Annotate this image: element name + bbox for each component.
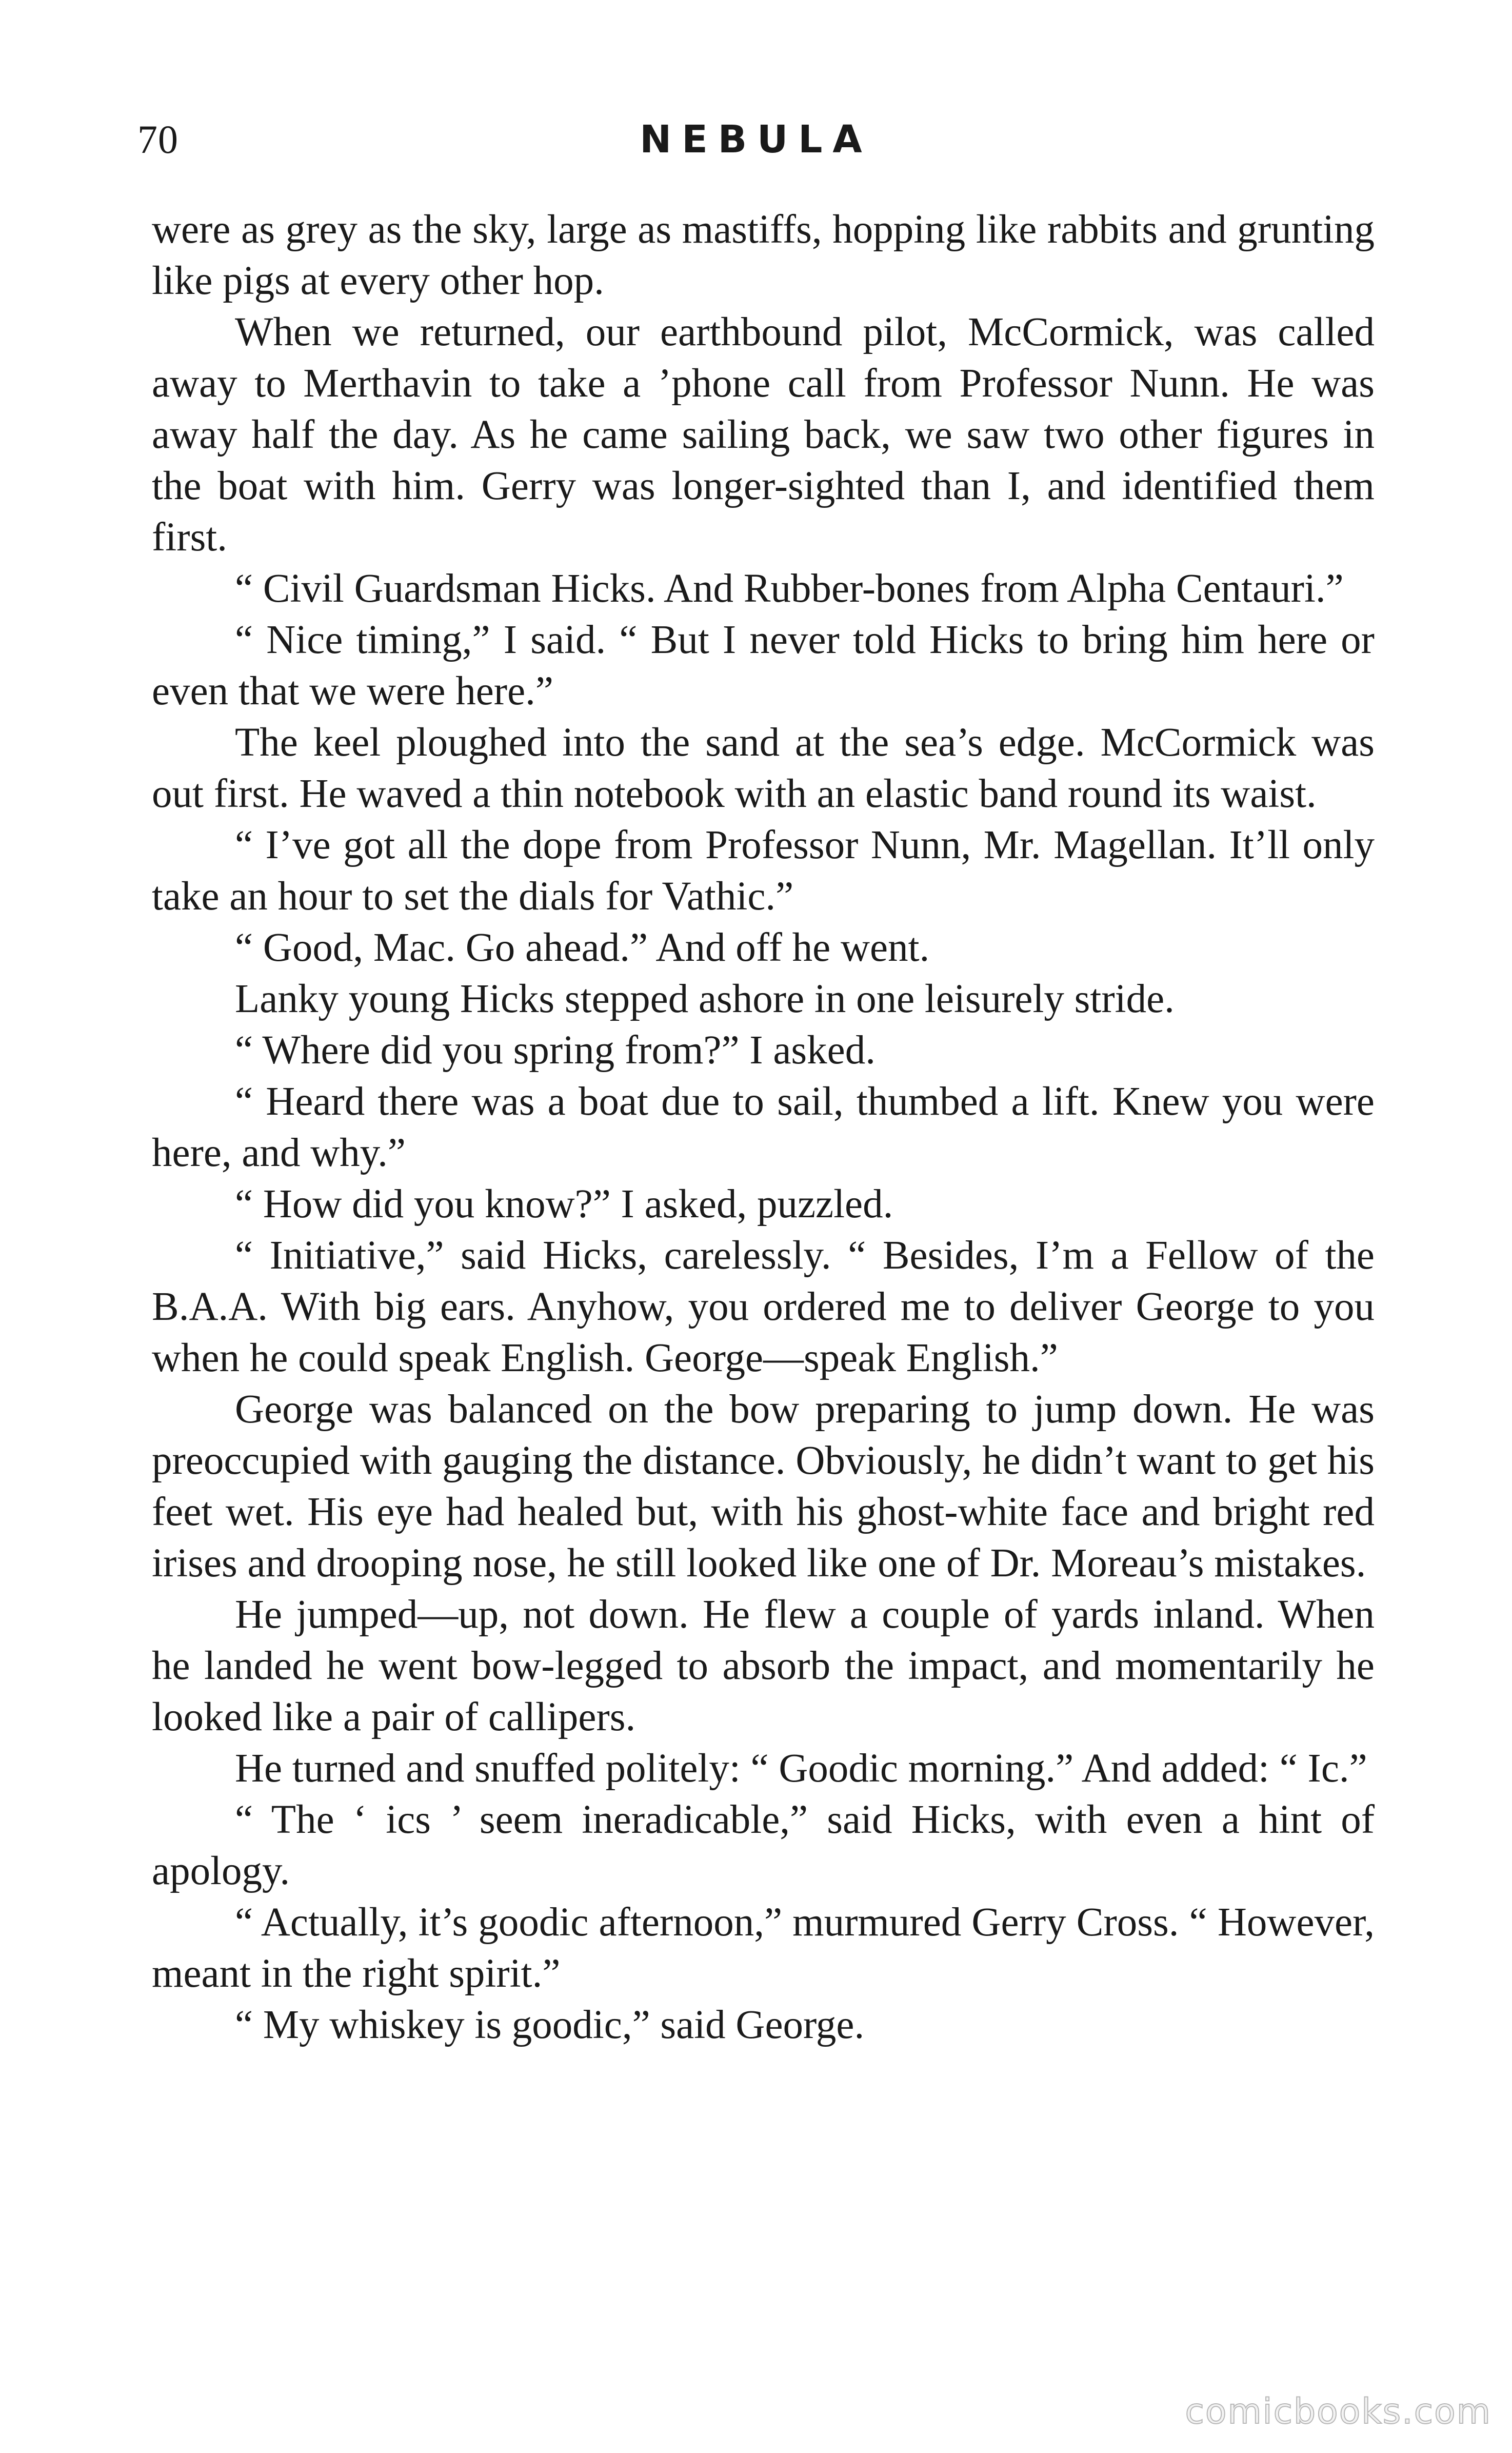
body-text <box>152 204 1375 2051</box>
paragraph: George was balanced on the bow preparing to jump down. He was preoccupied with gauging the distance. Obviously, he didn’t want to get his feet wet. His eye had healed but, with his ghost-white face and bright red irises and drooping nose, he still looked like one of Dr. Moreau’s mistakes. <box>152 1387 1375 1586</box>
paragraph: “ How did you know?” I asked, puzzled. <box>235 1182 893 1226</box>
paragraph: “ Initiative,” said Hicks, carelessly. “ Besides, I’m a Fellow of the B.A.A. With big ears. Anyhow, you ordered me to deliver George to you when he could speak English. George—speak English.” <box>152 1233 1375 1380</box>
paragraph: He turned and snuffed politely: “ Goodic morning.” And added: “ Ic.” <box>235 1746 1367 1791</box>
paragraph: “ Where did you spring from?” I asked. <box>235 1028 876 1073</box>
paragraph: The keel ploughed into the sand at the sea’s edge. McCormick was out first. He waved a thin notebook with an elastic band round its waist. <box>152 720 1375 816</box>
paragraph: When we returned, our earthbound pilot, McCormick, was called away to Merthavin to take a ’phone call from Professor Nunn. He was away half the day. As he came sailing back, we saw two other figures in the boat with him. Gerry was longer-sighted than I, and identified them first. <box>152 310 1375 560</box>
running-head: NEBULA <box>640 117 872 162</box>
paragraph: were as grey as the sky, large as mastiffs, hopping like rabbits and grunting like pigs at every other hop. <box>152 207 1375 303</box>
paragraph: “ Good, Mac. Go ahead.” And off he went. <box>235 925 930 970</box>
paragraph: “ I’ve got all the dope from Professor Nunn, Mr. Magellan. It’ll only take an hour to set the dials for Vathic.” <box>152 823 1375 919</box>
paragraph: “ Nice timing,” I said. “ But I never told Hicks to bring him here or even that we were here.” <box>152 618 1375 714</box>
paragraph: “ Civil Guardsman Hicks. And Rubber-bones from Alpha Centauri.” <box>235 566 1344 611</box>
page-number: 70 <box>137 117 178 162</box>
paragraph: “ The ‘ ics ’ seem ineradicable,” said Hicks, with even a hint of apology. <box>152 1797 1375 1893</box>
watermark: comicbooks.com <box>1185 2391 1491 2432</box>
page-header <box>137 114 1375 165</box>
paragraph: Lanky young Hicks stepped ashore in one leisurely stride. <box>235 977 1175 1021</box>
paragraph: “ Actually, it’s goodic afternoon,” murmured Gerry Cross. “ However, meant in the right spirit.” <box>152 1900 1375 1996</box>
paragraph: “ Heard there was a boat due to sail, thumbed a lift. Knew you were here, and why.” <box>152 1079 1375 1175</box>
paragraph: He jumped—up, not down. He flew a couple of yards inland. When he landed he went bow-legged to absorb the impact, and momentarily he looked like a pair of callipers. <box>152 1592 1375 1739</box>
paragraph: “ My whiskey is goodic,” said George. <box>235 2003 865 2047</box>
